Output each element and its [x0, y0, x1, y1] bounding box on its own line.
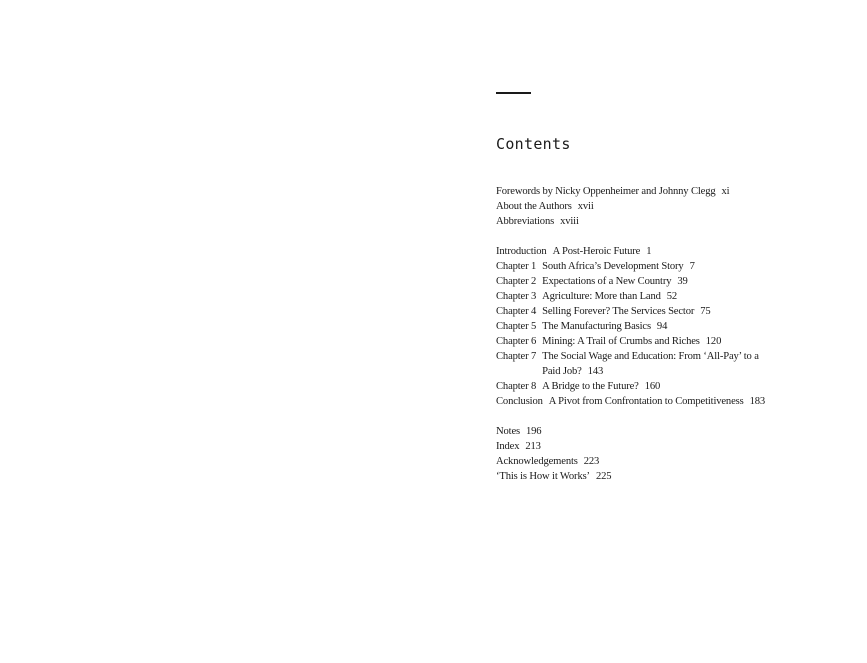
right-page-contents [433, 0, 867, 663]
toc-entry-chapter-7[interactable] [496, 349, 861, 379]
toc-entry-chapter-3[interactable] [496, 289, 861, 304]
entry-page: 1 [646, 246, 652, 257]
toc-entry-chapter-1[interactable] [496, 259, 861, 274]
chapter-label: Chapter 4 [496, 306, 537, 317]
entry-page: 213 [525, 441, 541, 452]
chapter-title: South Africa’s Development Story [542, 261, 684, 272]
table-of-contents [496, 184, 861, 499]
chapter-title: The Social Wage and Education: From ‘All-Pay’ to a Paid Job? [542, 351, 759, 377]
chapter-label: Chapter 1 [496, 261, 537, 272]
entry-page: 183 [749, 396, 766, 407]
chapter-title: The Manufacturing Basics [542, 321, 651, 332]
entry-page: 39 [677, 276, 688, 287]
chapter-title: A Bridge to the Future? [542, 381, 639, 392]
entry-title: Abbreviations [496, 216, 555, 227]
entry-title: ‘This is How it Works’ [496, 471, 590, 482]
toc-entry-about-authors[interactable] [496, 199, 861, 214]
entry-page: 196 [525, 426, 542, 437]
chapter-label: Chapter 6 [496, 336, 537, 347]
chapter-title: Mining: A Trail of Crumbs and Riches [542, 336, 700, 347]
toc-entry-acknowledgements[interactable] [496, 454, 861, 469]
chapter-title: Selling Forever? The Services Sector [542, 306, 695, 317]
entry-page: 52 [666, 291, 678, 302]
toc-entry-introduction[interactable] [496, 244, 861, 259]
chapter-body [542, 349, 762, 379]
toc-entry-chapter-8[interactable] [496, 379, 861, 394]
chapter-title: A Post-Heroic Future [552, 246, 641, 257]
entry-page: 75 [700, 306, 711, 317]
toc-entry-abbreviations[interactable] [496, 214, 861, 229]
chapter-label: Chapter 8 [496, 381, 537, 392]
chapter-title: Expectations of a New Country [542, 276, 672, 287]
chapter-label: Chapter 3 [496, 291, 537, 302]
toc-entry-this-is-how-it-works[interactable] [496, 469, 861, 484]
toc-entry-conclusion[interactable] [496, 394, 861, 409]
entry-page: 223 [583, 456, 600, 467]
entry-page: 7 [689, 261, 695, 272]
entry-title: Notes [496, 426, 520, 437]
back-matter-list [496, 424, 861, 484]
chapter-title: Agriculture: More than Land [542, 291, 661, 302]
entry-page: xviii [560, 216, 579, 227]
page-title: Contents [496, 135, 571, 153]
entry-title: Index [496, 441, 520, 452]
chapter-label: Introduction [496, 246, 547, 257]
toc-entry-chapter-4[interactable] [496, 304, 861, 319]
entry-page: 160 [644, 381, 661, 392]
entry-page: 120 [705, 336, 722, 347]
entry-page: 94 [656, 321, 668, 332]
entry-title: About the Authors [496, 201, 572, 212]
front-matter-list [496, 184, 861, 229]
chapter-title: A Pivot from Confrontation to Competitiveness [548, 396, 744, 407]
entry-page: xvii [577, 201, 594, 212]
toc-entry-notes[interactable] [496, 424, 861, 439]
toc-entry-chapter-2[interactable] [496, 274, 861, 289]
toc-entry-chapter-6[interactable] [496, 334, 861, 349]
chapter-list [496, 244, 861, 409]
toc-entry-index[interactable] [496, 439, 861, 454]
chapter-label: Chapter 2 [496, 276, 537, 287]
left-page-blank [0, 0, 433, 663]
chapter-label: Chapter 5 [496, 321, 537, 332]
toc-entry-chapter-5[interactable] [496, 319, 861, 334]
entry-page: 225 [595, 471, 612, 482]
chapter-label: Chapter 7 [496, 351, 537, 362]
wrapped-entry [496, 349, 762, 379]
entry-page: 143 [587, 366, 604, 377]
toc-entry-forewords[interactable] [496, 184, 861, 199]
entry-title: Acknowledgements [496, 456, 578, 467]
entry-title: Forewords by Nicky Oppenheimer and Johnny Clegg [496, 186, 716, 197]
entry-page: xi [721, 186, 730, 197]
chapter-label: Conclusion [496, 396, 543, 407]
decorative-rule [496, 92, 531, 94]
